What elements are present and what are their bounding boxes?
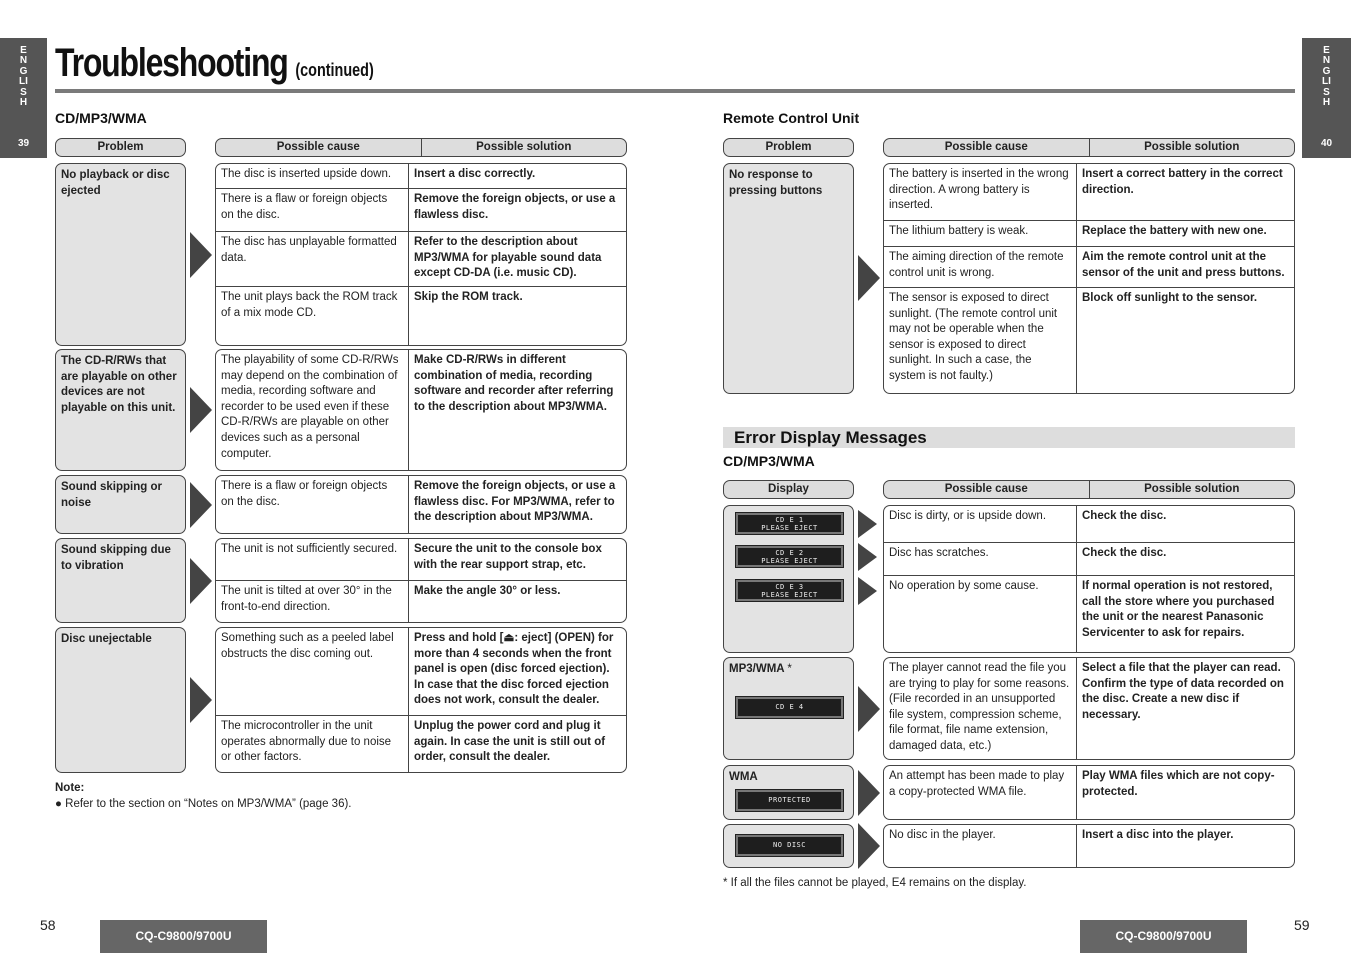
table-row <box>216 476 626 534</box>
language-tab-left <box>0 38 47 158</box>
header-solution: Possible solution <box>1144 141 1240 153</box>
footnote: * If all the files cannot be played, E4 remains on the display. <box>723 877 1027 889</box>
title-rule <box>55 89 1295 93</box>
header-display: Display <box>723 480 854 499</box>
solution-cell: Make the angle 30° or less. <box>414 585 561 597</box>
table-row <box>884 220 1294 246</box>
solution-cell: Insert a disc correctly. <box>414 168 536 180</box>
problem-box: No playback or disc ejected <box>55 163 186 346</box>
solution-group <box>883 657 1295 760</box>
solution-cell: Remove the foreign objects, or use a flawless disc. For MP3/WMA, refer to the description about MP3/WMA. <box>414 480 616 524</box>
solution-group <box>215 627 627 773</box>
lcd-line: PLEASE EJECT <box>761 591 818 599</box>
lcd-line: CD E 3 <box>775 583 804 591</box>
solution-cell: Insert a disc into the player. <box>1082 829 1234 841</box>
lcd-display <box>736 580 843 601</box>
header-cause-solution <box>883 480 1295 499</box>
note-text: ● Refer to the section on “Notes on MP3/WMA” (page 36). <box>55 798 352 810</box>
cause-cell: The unit is tilted at over 30° in the front-to-end direction. <box>216 581 409 623</box>
cause-cell: The lithium battery is weak. <box>884 221 1077 246</box>
arrow-icon <box>858 543 877 571</box>
cause-cell: The disc is inserted upside down. <box>216 164 409 188</box>
solution-cell: Secure the unit to the console box with the rear support strap, etc. <box>414 543 602 571</box>
solution-cell: Check the disc. <box>1082 510 1167 522</box>
solution-group <box>215 163 627 346</box>
table-row <box>884 287 1294 394</box>
header-cause-solution <box>215 138 627 157</box>
lcd-line: PLEASE EJECT <box>761 557 818 565</box>
cause-cell: The battery is inserted in the wrong direction. A wrong battery is inserted. <box>884 164 1077 220</box>
cause-cell: The unit is not sufficiently secured. <box>216 539 409 580</box>
arrow-icon <box>858 577 877 605</box>
model-badge-right: CQ-C9800/9700U <box>1080 920 1247 953</box>
table-row <box>216 188 626 231</box>
cause-cell: There is a flaw or foreign objects on the disc. <box>216 189 409 231</box>
table-row <box>884 658 1294 760</box>
lcd-line: CD E 2 <box>775 549 804 557</box>
header-cause: Possible cause <box>884 139 1090 156</box>
problem-box: Sound skipping due to vibration <box>55 538 186 623</box>
solution-cell: Refer to the description about MP3/WMA for playable sound data except CD-DA (i.e. music CD). <box>414 236 602 280</box>
table-row <box>216 539 626 580</box>
cause-cell: The disc has unplayable formatted data. <box>216 232 409 286</box>
solution-group <box>883 505 1295 653</box>
table-row <box>216 350 626 471</box>
header-cause-solution <box>883 138 1295 157</box>
lcd-display: NO DISC <box>736 835 843 856</box>
solution-cell: Check the disc. <box>1082 547 1167 559</box>
arrow-icon <box>858 510 877 538</box>
footnote-mark: * <box>787 663 792 675</box>
table-row <box>884 766 1294 820</box>
table-row <box>884 164 1294 220</box>
display-box: WMA <box>723 765 854 820</box>
table-row <box>216 164 626 188</box>
solution-cell: Block off sunlight to the sensor. <box>1082 292 1258 304</box>
problem-box: Sound skipping or noise <box>55 475 186 534</box>
solution-cell: Aim the remote control unit at the sensor of the unit and press buttons. <box>1082 251 1285 279</box>
solution-group <box>883 163 1295 394</box>
cause-cell: There is a flaw or foreign objects on the disc. <box>216 476 409 534</box>
cause-cell: No operation by some cause. <box>884 576 1077 653</box>
header-cause: Possible cause <box>216 139 422 156</box>
solution-cell: Unplug the power cord and plug it again. In case the unit is still out of order, consult the dealer. <box>414 720 606 764</box>
arrow-icon <box>190 677 212 723</box>
page-number-left: 58 <box>40 917 56 933</box>
model-badge-left: CQ-C9800/9700U <box>100 920 267 953</box>
solution-group <box>215 538 627 623</box>
language-tab-letters: ENGLISH <box>1322 45 1331 109</box>
problem-box: The CD-R/RWs that are playable on other devices are not playable on this unit. <box>55 349 186 471</box>
lcd-line: PLEASE EJECT <box>761 524 818 532</box>
section-heading-cd: CD/MP3/WMA <box>55 110 147 126</box>
solution-cell: Press and hold [⏏: eject] (OPEN) for more than 4 seconds when the front panel is open (disc forced ejection). In case that the disc forced ejection does not work, consult the dealer. <box>414 632 614 707</box>
solution-cell: Make CD-R/RWs in different combination of media, recording software and recorder after referring to the description about MP3/WMA. <box>414 354 614 413</box>
solution-group <box>883 765 1295 820</box>
table-row <box>216 286 626 346</box>
page-title-main: Troubleshooting <box>55 41 288 85</box>
solution-cell: Insert a correct battery in the correct direction. <box>1082 168 1283 196</box>
section-heading-errors: CD/MP3/WMA <box>723 453 815 469</box>
header-solution: Possible solution <box>476 141 572 153</box>
solution-group <box>215 349 627 471</box>
cause-cell: Something such as a peeled label obstructs the disc coming out. <box>216 628 409 715</box>
header-cause: Possible cause <box>884 481 1090 498</box>
display-label: MP3/WMA <box>729 663 785 675</box>
solution-cell: Skip the ROM track. <box>414 291 523 303</box>
arrow-icon <box>190 558 212 604</box>
language-tab-letters: ENGLISH <box>19 45 28 109</box>
page-title <box>55 40 374 93</box>
language-tab-number: 40 <box>1320 138 1333 150</box>
cause-cell: The player cannot read the file you are trying to play for some reasons. (File recorded in an unsupported file system, compression scheme, file format, file name extension, damaged data, etc.) <box>884 658 1077 760</box>
header-solution: Possible solution <box>1144 483 1240 495</box>
cause-cell: The microcontroller in the unit operates abnormally due to noise or other factors. <box>216 716 409 773</box>
arrow-icon <box>190 482 212 528</box>
cause-cell: The sensor is exposed to direct sunlight. (The remote control unit may not be operable when the sensor is exposed to direct sunlight. In such a case, the system is not faulty.) <box>884 288 1077 394</box>
arrow-icon <box>190 387 212 433</box>
solution-group <box>883 824 1295 868</box>
header-problem: Problem <box>723 138 854 157</box>
note-title: Note: <box>55 782 85 794</box>
lcd-display <box>736 546 843 567</box>
table-row <box>216 715 626 773</box>
arrow-icon <box>858 686 880 732</box>
solution-cell: Remove the foreign objects, or use a flawless disc. <box>414 193 616 221</box>
section-heading-remote: Remote Control Unit <box>723 110 860 126</box>
language-tab-number: 39 <box>17 138 30 150</box>
arrow-icon <box>190 232 212 278</box>
solution-cell: Select a file that the player can read. Confirm the type of data recorded on the disc. Create a new disc if necessary. <box>1082 662 1284 721</box>
table-row <box>216 580 626 623</box>
cause-cell: The playability of some CD-R/RWs may depend on the combination of media, recording software and recorder to be used even if these CD-R/RWs are playable on other devices such as a personal computer. <box>216 350 409 471</box>
table-row <box>884 542 1294 575</box>
error-messages-band <box>723 427 1295 448</box>
cause-cell: The aiming direction of the remote control unit is wrong. <box>884 247 1077 287</box>
lcd-display <box>736 513 843 534</box>
language-tab-right <box>1302 38 1351 158</box>
solution-cell: Play WMA files which are not copy-protected. <box>1082 770 1275 798</box>
problem-box: No response to pressing buttons <box>723 163 854 394</box>
solution-group <box>215 475 627 534</box>
table-row <box>216 231 626 286</box>
header-problem: Problem <box>55 138 186 157</box>
lcd-display: PROTECTED <box>736 790 843 811</box>
lcd-line: CD E 1 <box>775 516 804 524</box>
table-row <box>884 246 1294 287</box>
cause-cell: Disc is dirty, or is upside down. <box>884 506 1077 542</box>
cause-cell: The unit plays back the ROM track of a mix mode CD. <box>216 287 409 346</box>
arrow-icon <box>858 255 880 301</box>
lcd-display: CD E 4 <box>736 697 843 718</box>
table-row <box>216 628 626 715</box>
table-row <box>884 825 1294 868</box>
cause-cell: Disc has scratches. <box>884 543 1077 575</box>
page-number-right: 59 <box>1294 917 1310 933</box>
table-row <box>884 575 1294 653</box>
page-title-sub: (continued) <box>295 60 374 80</box>
solution-cell: If normal operation is not restored, call the store where you purchased the unit or the nearest Panasonic Servicenter to ask for repairs. <box>1082 580 1275 639</box>
solution-cell: Replace the battery with new one. <box>1082 225 1267 237</box>
cause-cell: No disc in the player. <box>884 825 1077 868</box>
arrow-icon <box>858 770 880 816</box>
arrow-icon <box>858 823 880 869</box>
table-row <box>884 506 1294 542</box>
error-messages-title: Error Display Messages <box>734 428 927 447</box>
problem-box: Disc unejectable <box>55 627 186 773</box>
cause-cell: An attempt has been made to play a copy-protected WMA file. <box>884 766 1077 820</box>
